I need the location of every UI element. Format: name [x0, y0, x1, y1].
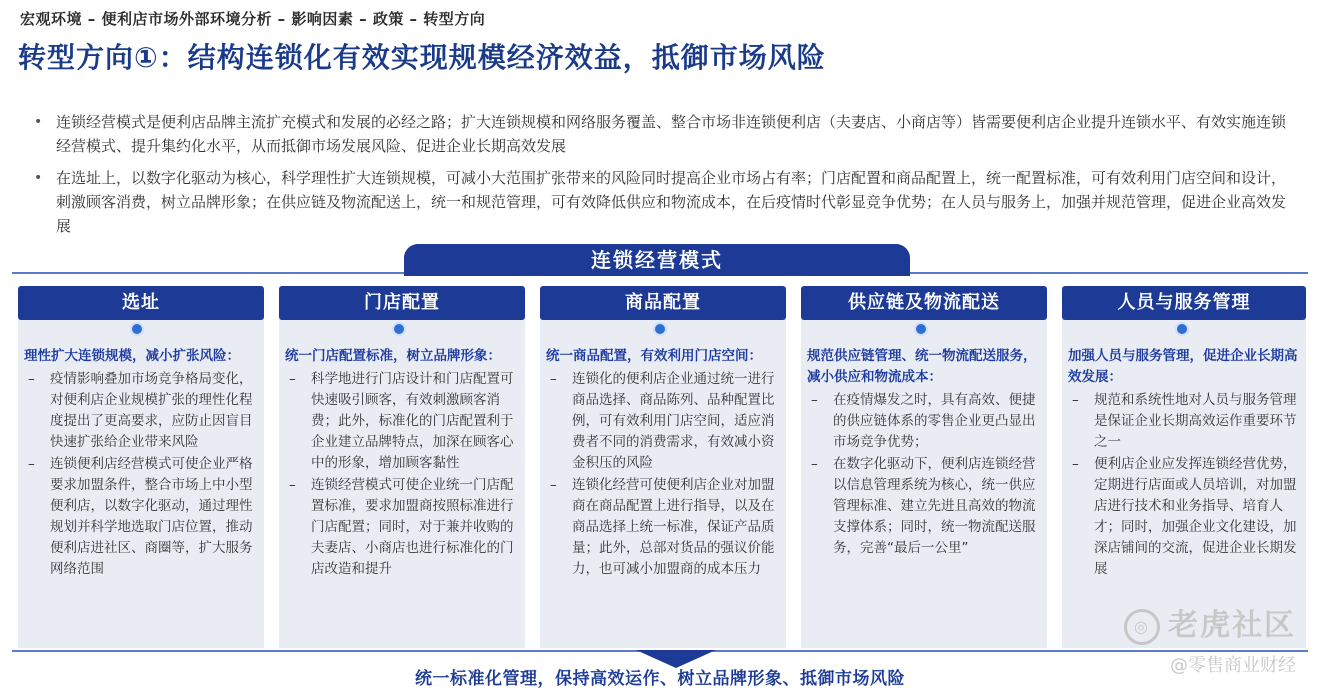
dash-icon: –: [811, 456, 818, 472]
column-item-text: 在数字化驱动下，便利店连锁经营以信息管理系统为核心，统一供应管理标准、建立先进且高效的物流支撑体系；同时，统一物流配送服务，完善“最后一公里”: [833, 456, 1036, 556]
column-item-text: 连锁化经营可使便利店企业对加盟商在商品配置上进行指导，以及在商品选择上统一标准，保证产品质量；此外，总部对货品的强议价能力，也可减小加盟商的成本压力: [572, 477, 775, 577]
dash-icon: –: [289, 371, 296, 387]
column-item-text: 连锁便利店经营模式可使企业严格要求加盟条件，整合市场上中小型便利店，以数字化驱动，通过理性规划并科学地选取门店位置，推动便利店进社区、商圈等，扩大服务网络范围: [50, 456, 253, 577]
intro-bullet: [30, 110, 1300, 158]
column-lead: 统一商品配置，有效利用门店空间：: [546, 348, 762, 364]
dash-icon: –: [28, 371, 35, 387]
bullet-dot-icon: •: [34, 114, 43, 130]
column-body: [807, 346, 1041, 560]
dash-icon: –: [289, 477, 296, 493]
dash-icon: –: [550, 371, 557, 387]
intro-bullets: [30, 110, 1300, 246]
column-item-text: 便利店企业应发挥连锁经营优势，定期进行店面或人员培训，对加盟店进行技术和业务指导、培育人才；同时，加强企业文化建设，加深店铺间的交流，促进企业长期发展: [1094, 456, 1297, 577]
column-lead: 统一门店配置标准，树立品牌形象：: [285, 348, 501, 364]
column-item: [546, 369, 780, 474]
model-band: 连锁经营模式: [404, 244, 910, 276]
column-body: [285, 346, 519, 581]
summary-text: 统一标准化管理，保持高效运作、树立品牌形象、抵御市场风险: [415, 669, 905, 689]
swirl-icon: ◎: [1124, 609, 1160, 645]
column-item: [807, 390, 1041, 453]
column-dot-icon: [130, 322, 144, 336]
column-item: [24, 369, 258, 453]
dash-icon: –: [1072, 392, 1079, 408]
page-title: 转型方向①：结构连锁化有效实现规模经济效益，抵御市场风险: [18, 41, 826, 74]
column-item: [24, 454, 258, 580]
column-item-text: 规范和系统性地对人员与服务管理是保证企业长期高效运作重要环节之一: [1094, 392, 1297, 450]
dash-icon: –: [1072, 456, 1079, 472]
column-header: 供应链及物流配送: [801, 286, 1047, 320]
column-item-text: 科学地进行门店设计和门店配置可快速吸引顾客，有效刺激顾客消费；此外，标准化的门店配置利于企业建立品牌特点，加深在顾客心中的形象，增加顾客黏性: [311, 371, 514, 471]
column-dot-icon: [914, 322, 928, 336]
dash-icon: –: [811, 392, 818, 408]
intro-bullet: [30, 166, 1300, 238]
column-item-text: 连锁化的便利店企业通过统一进行商品选择、商品陈列、品种配置比例，可有效利用门店空间，适应消费者不同的消费需求，有效减小资金积压的风险: [572, 371, 775, 471]
watermark-logo: [1124, 600, 1296, 645]
column-item: [807, 454, 1041, 559]
watermark-subtext: @零售商业财经: [1170, 654, 1296, 676]
column-lead: 理性扩大连锁规模，减小扩张风险：: [24, 348, 240, 364]
breadcrumb: 宏观环境 – 便利店市场外部环境分析 – 影响因素 – 政策 – 转型方向: [20, 10, 486, 28]
column-item: [285, 369, 519, 474]
column-header: 选址: [18, 286, 264, 320]
column-body: [1068, 346, 1300, 581]
column-body: [546, 346, 780, 581]
column-lead: 加强人员与服务管理，促进企业长期高效发展：: [1068, 348, 1298, 385]
column-dot-icon: [1175, 322, 1189, 336]
column-item: [1068, 390, 1300, 453]
column-item: [1068, 454, 1300, 580]
column-dot-icon: [392, 322, 406, 336]
column-item: [285, 475, 519, 580]
column-header: 人员与服务管理: [1062, 286, 1306, 320]
column-item-text: 在疫情爆发之时，具有高效、便捷的供应链体系的零售企业更凸显出市场竞争优势；: [833, 392, 1036, 450]
column-item-text: 疫情影响叠加市场竞争格局变化，对便利店企业规模扩张的理性化程度提出了更高要求，应防止因盲目快速扩张给企业带来风险: [50, 371, 253, 450]
column-header: 门店配置: [279, 286, 525, 320]
watermark: [1124, 600, 1296, 677]
dash-icon: –: [550, 477, 557, 493]
column-header: 商品配置: [540, 286, 786, 320]
intro-bullet-text: 连锁经营模式是便利店品牌主流扩充模式和发展的必经之路；扩大连锁规模和网络服务覆盖、整合市场非连锁便利店（夫妻店、小商店等）皆需要便利店企业提升连锁水平、有效实施连锁经营模式、提升集约化水平，从而抵御市场发展风险、促进企业长期高效发展: [56, 113, 1287, 155]
bullet-dot-icon: •: [34, 170, 43, 186]
dash-icon: –: [28, 456, 35, 472]
intro-bullet-text: 在选址上，以数字化驱动为核心，科学理性扩大连锁规模，可减小大范围扩张带来的风险同时提高企业市场占有率；门店配置和商品配置上，统一配置标准，可有效利用门店空间和设计，刺激顾客消费，树立品牌形象；在供应链及物流配送上，统一和规范管理，可有效降低供应和物流成本，在后疫情时代彰显竞争优势；在人员与服务上，加强并规范管理，促进企业高效发展: [56, 169, 1287, 235]
column-body: [24, 346, 258, 581]
watermark-logo-text: 老虎社区: [1168, 608, 1296, 643]
column-item-text: 连锁经营模式可使企业统一门店配置标准，要求加盟商按照标准进行门店配置；同时，对于兼并收购的夫妻店、小商店也进行标准化的门店改造和提升: [311, 477, 514, 577]
column-item: [546, 475, 780, 580]
column-lead: 规范供应链管理、统一物流配送服务，减小供应和物流成本：: [807, 348, 1037, 385]
column-dot-icon: [653, 322, 667, 336]
